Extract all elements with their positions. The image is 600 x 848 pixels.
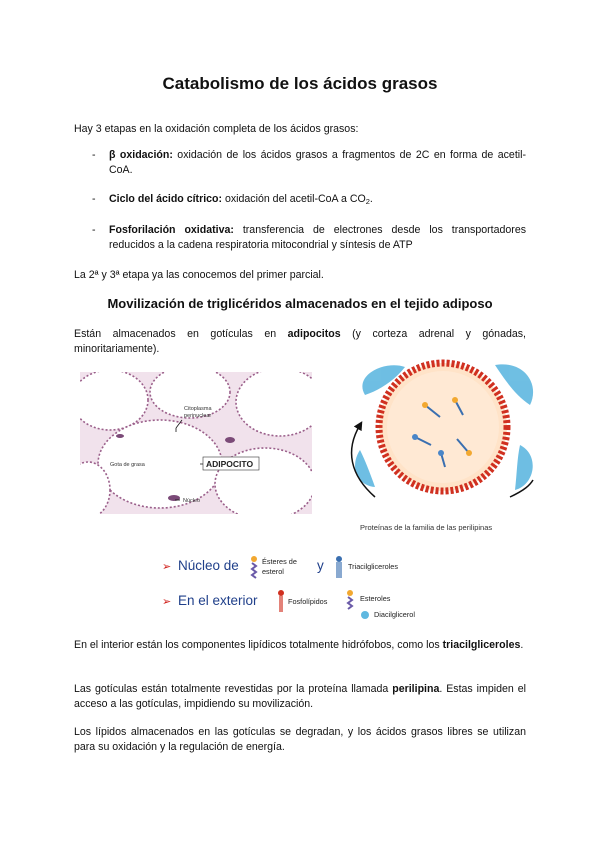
stage-item bbox=[92, 192, 526, 209]
page-title: Catabolismo de los ácidos grasos bbox=[162, 74, 438, 93]
diacylglycerol-icon bbox=[360, 606, 370, 624]
legend-triacil: Triacilgliceroles bbox=[348, 562, 399, 571]
degradation-paragraph: Los lípidos almacenados en las gotículas se degradan, y los ácidos grasos libres se utilizan para su oxidación y la regulación de energía. bbox=[74, 726, 526, 753]
interior-bold: triacilgliceroles bbox=[442, 639, 521, 651]
stage-name: Fosforilación oxidativa: bbox=[109, 224, 234, 236]
legend-diacil: Diacilglicerol bbox=[374, 610, 415, 619]
legend-core-row bbox=[162, 556, 462, 582]
stages-list bbox=[92, 148, 526, 267]
storage-pre: Están almacenados en gotículas en bbox=[74, 328, 288, 340]
interior-pre: En el interior están los componentes lipídicos totalmente hidrófobos, como los bbox=[74, 639, 443, 651]
stage-desc: oxidación del acetil-CoA a CO bbox=[222, 193, 366, 205]
droplet-caption: Proteínas de la familia de las perilipinas bbox=[360, 523, 493, 532]
intro-text: Hay 3 etapas en la oxidación completa de los ácidos grasos: bbox=[74, 123, 359, 135]
phospholipid-icon bbox=[276, 590, 286, 614]
label-gota: Gota de grasa bbox=[110, 462, 145, 468]
stage-desc: oxidación de los ácidos grasos a fragmentos de 2C en forma de acetil-CoA. bbox=[109, 149, 526, 176]
storage-bold: adipocitos bbox=[287, 328, 341, 340]
stage-item bbox=[92, 148, 526, 178]
stage-tail: . bbox=[369, 193, 373, 205]
storage-post: (y corteza adrenal y gónadas, minoritariamente). bbox=[74, 328, 526, 355]
legend-fosfo: Fosfolípidos bbox=[288, 597, 328, 606]
legend-esteroles: Esteroles bbox=[360, 594, 391, 603]
bullet-dash: - bbox=[92, 149, 96, 161]
stage-desc: transferencia de electrones desde los transportadores reducidos a la cadena respiratoria mitocondrial y síntesis de ATP bbox=[109, 224, 527, 251]
legend-y: y bbox=[317, 558, 324, 573]
lipid-droplet-diagram bbox=[345, 355, 540, 523]
sterol-ester-icon bbox=[248, 556, 260, 580]
stage-name: Ciclo del ácido cítrico: bbox=[109, 193, 223, 205]
label-citoplasma-2: perinuclear bbox=[184, 413, 212, 419]
arrow-icon: ➢ bbox=[162, 561, 172, 573]
perilipina-bold: perilipina bbox=[392, 683, 440, 695]
stage-name: β oxidación: bbox=[109, 149, 173, 161]
legend-esterol: esterol bbox=[262, 567, 284, 576]
bullet-dash: - bbox=[92, 193, 96, 205]
interior-post: . bbox=[520, 639, 524, 651]
legend-exterior-row bbox=[162, 590, 462, 624]
adipose-micrograph bbox=[80, 372, 312, 514]
label-nucleo: Núcleo bbox=[183, 498, 201, 504]
perilipina-post: . Estas impiden el acceso a las gotículas, impidiendo su movilización. bbox=[74, 683, 526, 710]
label-citoplasma: Citoplasma bbox=[184, 406, 212, 412]
triacylglycerol-icon bbox=[334, 556, 344, 580]
label-adipocito: ADIPOCITO bbox=[206, 459, 254, 469]
sterol-icon bbox=[344, 590, 356, 612]
perilipina-pre: Las gotículas están totalmente revestidas por la proteína llamada bbox=[74, 683, 393, 695]
section-title: Movilización de triglicéridos almacenados en el tejido adiposo bbox=[107, 296, 493, 311]
legend-core-label: Núcleo de bbox=[178, 558, 239, 573]
subscript: 2 bbox=[365, 197, 370, 206]
storage-paragraph bbox=[74, 327, 526, 357]
perilipina-paragraph bbox=[74, 682, 526, 712]
bullet-dash: - bbox=[92, 224, 96, 236]
arrow-icon: ➢ bbox=[162, 596, 172, 608]
interior-paragraph bbox=[74, 638, 526, 653]
legend-exterior-label: En el exterior bbox=[178, 593, 258, 608]
stages-note: La 2ª y 3ª etapa ya las conocemos del primer parcial. bbox=[74, 269, 324, 281]
legend-esteres: Ésteres de bbox=[262, 557, 297, 566]
stage-item bbox=[92, 223, 526, 253]
